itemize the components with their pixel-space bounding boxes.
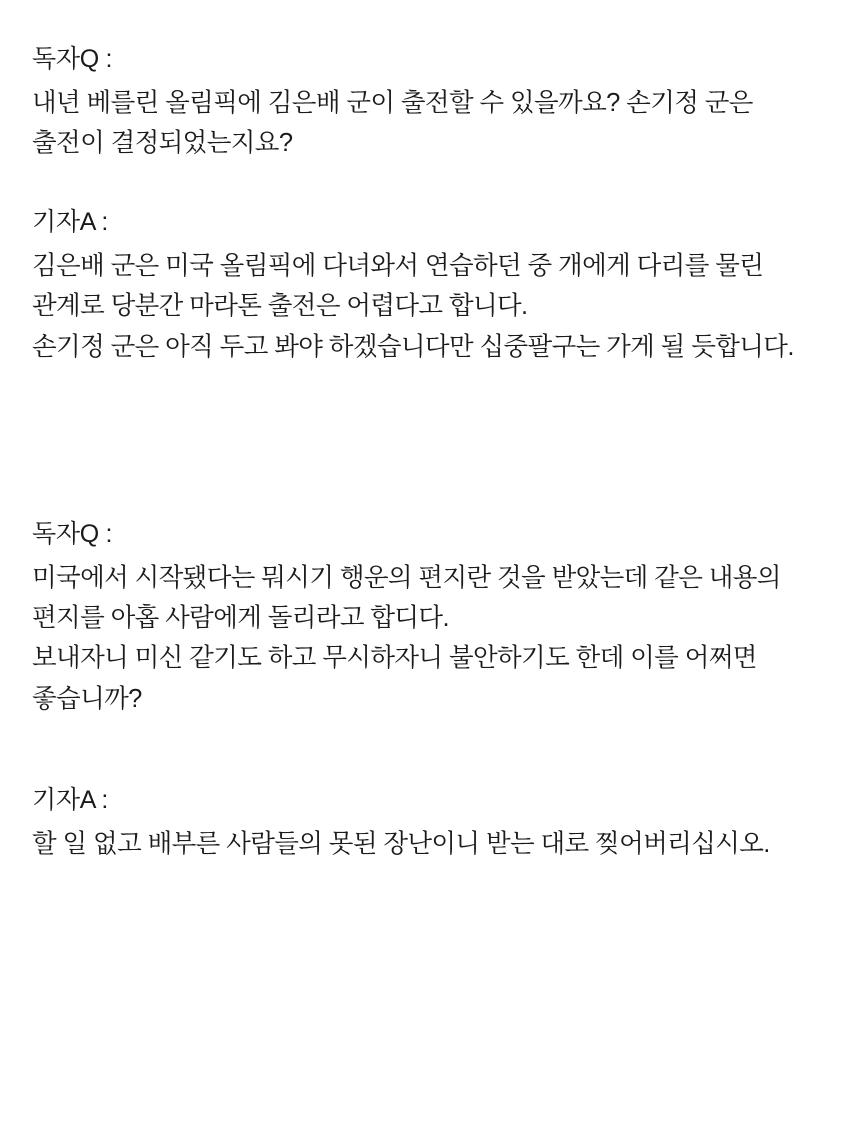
- speaker-label-reader-1: 독자Q :: [32, 45, 113, 73]
- spacer-section: [32, 367, 820, 515]
- qa-block-question-2: [32, 515, 820, 719]
- speaker-label-reporter-2: 기자A :: [32, 785, 108, 814]
- answer-1-text-line-2: 손기정 군은 아직 두고 봐야 하겠습니다만 십중팔구는 가게 될 듯합니다.: [32, 332, 794, 361]
- answer-1-text-line-1: 김은배 군은 미국 올림픽에 다녀와서 연습하던 중 개에게 다리를 물린 관계로 당분간 마라톤 출전은 어렵다고 합니다.: [32, 252, 764, 321]
- answer-2-text: 할 일 없고 배부른 사람들의 못된 장난이니 받는 대로 찢어버리십시오.: [32, 829, 770, 858]
- qa-block-answer-1: [32, 203, 820, 367]
- question-2-text-line-2: 보내자니 미신 같기도 하고 무시하자니 불안하기도 한데 이를 어쩌면 좋습니까?: [32, 644, 757, 713]
- spacer-q1-a1: [32, 163, 820, 203]
- question-1-text: 내년 베를린 올림픽에 김은배 군이 출전할 수 있을까요? 손기정 군은 출전이 결정되었는지요?: [32, 88, 753, 158]
- qa-block-answer-2: [32, 781, 820, 864]
- speaker-label-reporter-1: 기자A :: [32, 208, 108, 237]
- qa-block-question-1: [32, 40, 820, 163]
- speaker-label-reader-2: 독자Q :: [32, 519, 113, 548]
- spacer-q2-a2: [32, 719, 820, 781]
- question-2-text-line-1: 미국에서 시작됐다는 뭐시기 행운의 편지란 것을 받았는데 같은 내용의 편지를 아홉 사람에게 돌리라고 합디다.: [32, 563, 781, 632]
